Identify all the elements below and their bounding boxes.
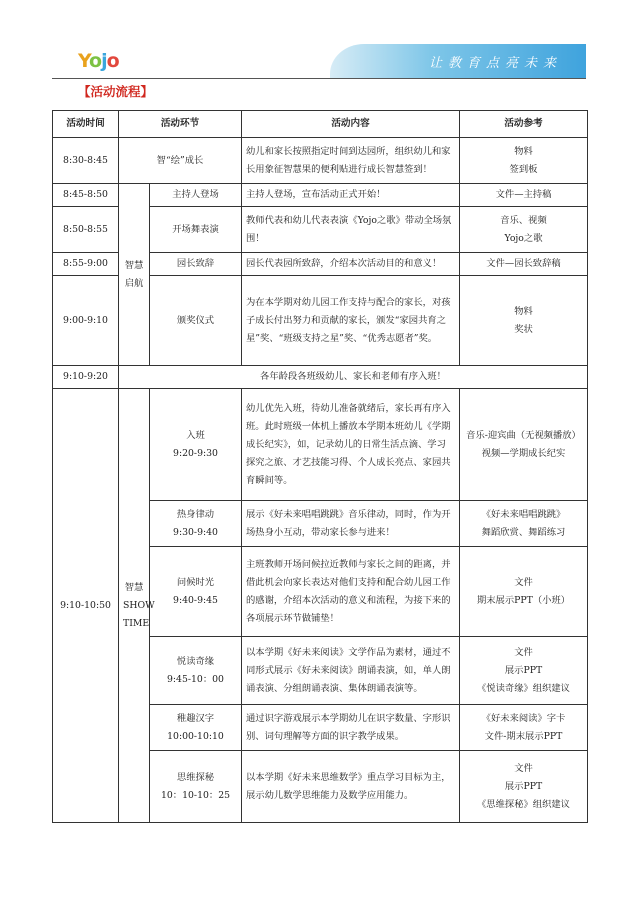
cell-content: 幼儿和家长按照指定时间到达园所，组织幼儿和家长用象征智慧果的便利贴进行成长智慧签到！	[242, 138, 460, 184]
cell-ref: 物料 签到板	[460, 138, 588, 184]
cell-ref: 《好未来阅读》字卡 文件-期末展示PPT	[460, 705, 588, 751]
cell-time: 9:10-10:50	[53, 389, 119, 823]
table-row	[53, 389, 588, 501]
header-ref: 活动参考	[460, 111, 588, 138]
cell-content: 园长代表园所致辞，介绍本次活动目的和意义！	[242, 253, 460, 276]
page-header	[0, 0, 640, 99]
cell-stage: 稚趣汉字 10:00-10:10	[150, 705, 242, 751]
cell-time: 9:00-9:10	[53, 276, 119, 366]
cell-full-note: 各年龄段各班级幼儿、家长和老师有序入班！	[119, 366, 588, 389]
cell-ref: 文件—园长致辞稿	[460, 253, 588, 276]
cell-stage: 园长致辞	[150, 253, 242, 276]
header-stage: 活动环节	[119, 111, 242, 138]
activity-flow-table	[52, 110, 588, 823]
cell-ref: 《好未来唱唱跳跳》 舞蹈欣赏、舞蹈练习	[460, 501, 588, 547]
cell-stage: 思维探秘 10：10-10：25	[150, 751, 242, 823]
cell-ref: 文件—主持稿	[460, 184, 588, 207]
header-time: 活动时间	[53, 111, 119, 138]
cell-content: 展示《好未来唱唱跳跳》音乐律动，同时，作为开场热身小互动，带动家长参与进来！	[242, 501, 460, 547]
cell-content: 通过识字游戏展示本学期幼儿在识字数量、字形识别、词句理解等方面的识字教学成果。	[242, 705, 460, 751]
cell-group-showtime: 智慧 SHOW TIME	[119, 389, 150, 823]
cell-stage: 入班 9:20-9:30	[150, 389, 242, 501]
header-content: 活动内容	[242, 111, 460, 138]
cell-content: 主班教师开场问候拉近教师与家长之间的距离，并借此机会向家长表达对他们支持和配合幼儿园工作的感谢，介绍本次活动的意义和流程，为接下来的各项展示环节做铺垫！	[242, 547, 460, 637]
cell-time: 9:10-9:20	[53, 366, 119, 389]
cell-content: 主持人登场，宣布活动正式开始！	[242, 184, 460, 207]
cell-stage: 悦读奇缘 9:45-10：00	[150, 637, 242, 705]
header-divider	[52, 78, 586, 79]
cell-stage: 智“绘”成长	[119, 138, 242, 184]
cell-content: 幼儿优先入班，待幼儿准备就绪后，家长再有序入班。此时班级一体机上播放本学期本班幼儿《学期成长纪实》，如，记录幼儿的日常生活点滴、学习探究之旅、才艺技能习得、个人成长亮点、家园共育瞬间等。	[242, 389, 460, 501]
cell-time: 8:45-8:50	[53, 184, 119, 207]
cell-ref: 音乐-迎宾曲（无视频播放） 视频—学期成长纪实	[460, 389, 588, 501]
cell-ref: 文件 期末展示PPT（小班）	[460, 547, 588, 637]
cell-stage: 颁奖仪式	[150, 276, 242, 366]
cell-content: 以本学期《好未来阅读》文学作品为素材，通过不同形式展示《好未来阅读》朗诵表演，如，单人朗诵表演、分组朗诵表演、集体朗诵表演等。	[242, 637, 460, 705]
cell-stage: 主持人登场	[150, 184, 242, 207]
slogan-banner	[330, 44, 586, 78]
table-row	[53, 366, 588, 389]
cell-ref: 物料 奖状	[460, 276, 588, 366]
cell-group-launch: 智慧 启航	[119, 184, 150, 366]
table-row	[53, 138, 588, 184]
table-header-row	[53, 111, 588, 138]
cell-ref: 音乐、视频 Yojo之歌	[460, 207, 588, 253]
cell-time: 8:30-8:45	[53, 138, 119, 184]
cell-content: 为在本学期对幼儿园工作支持与配合的家长，对孩子成长付出努力和贡献的家长，颁发“家园共育之星”奖、“班级支持之星”奖、“优秀志愿者”奖。	[242, 276, 460, 366]
section-title: 【活动流程】	[78, 84, 154, 99]
cell-content: 以本学期《好未来思维数学》重点学习目标为主，展示幼儿数学思维能力及数学应用能力。	[242, 751, 460, 823]
cell-ref: 文件 展示PPT 《思维探秘》组织建议	[460, 751, 588, 823]
cell-time: 8:55-9:00	[53, 253, 119, 276]
cell-stage: 开场舞表演	[150, 207, 242, 253]
cell-time: 8:50-8:55	[53, 207, 119, 253]
cell-ref: 文件 展示PPT 《悦读奇缘》组织建议	[460, 637, 588, 705]
yojo-logo: Yojo	[78, 50, 119, 72]
slogan-text: 让教育点亮未来	[428, 56, 562, 71]
cell-stage: 问候时光 9:40-9:45	[150, 547, 242, 637]
table-row	[53, 184, 588, 207]
cell-content: 教师代表和幼儿代表表演《Yojo之歌》带动全场氛围！	[242, 207, 460, 253]
cell-stage: 热身律动 9:30-9:40	[150, 501, 242, 547]
